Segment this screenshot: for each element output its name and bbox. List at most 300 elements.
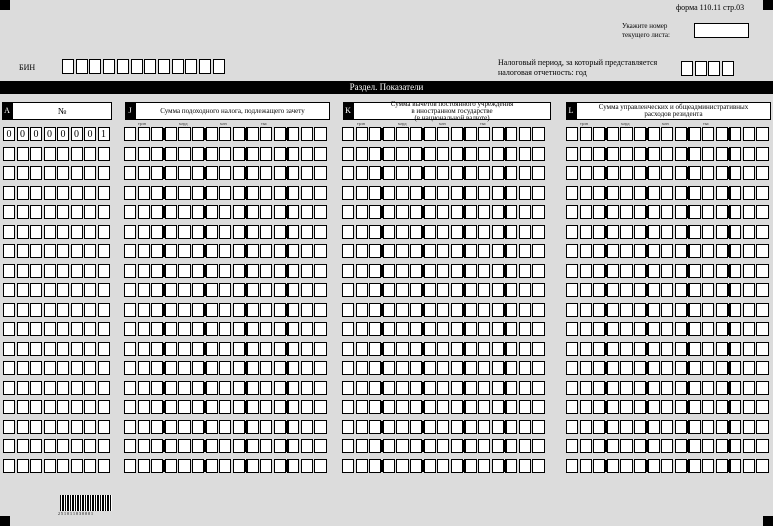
column-k-digit-cell[interactable] — [451, 400, 463, 414]
column-k-digit-cell[interactable] — [383, 127, 395, 141]
column-j-digit-cell[interactable] — [219, 225, 231, 239]
column-k-digit-cell[interactable] — [383, 361, 395, 375]
column-k-digit-cell[interactable] — [424, 186, 436, 200]
row-number-cell[interactable] — [3, 147, 15, 161]
column-k-digit-cell[interactable] — [519, 166, 531, 180]
column-l-digit-cell[interactable] — [729, 186, 741, 200]
column-k-digit-cell[interactable] — [342, 283, 354, 297]
column-k-digit-cell[interactable] — [492, 400, 504, 414]
column-j-digit-cell[interactable] — [233, 342, 245, 356]
column-l-digit-cell[interactable] — [743, 205, 755, 219]
row-number-cell[interactable] — [44, 381, 56, 395]
column-l-digit-cell[interactable] — [634, 166, 646, 180]
column-l-digit-cell[interactable] — [580, 186, 592, 200]
column-l-digit-cell[interactable] — [675, 264, 687, 278]
column-k-digit-cell[interactable] — [410, 381, 422, 395]
column-k-digit-cell[interactable] — [437, 205, 449, 219]
column-k-digit-cell[interactable] — [396, 147, 408, 161]
column-j-digit-cell[interactable] — [260, 166, 272, 180]
column-l-digit-cell[interactable] — [675, 283, 687, 297]
column-k-digit-cell[interactable] — [424, 127, 436, 141]
column-j-digit-cell[interactable] — [206, 303, 218, 317]
column-j-digit-cell[interactable] — [301, 147, 313, 161]
column-j-digit-cell[interactable] — [124, 127, 136, 141]
row-number-cell[interactable] — [57, 244, 69, 258]
column-l-digit-cell[interactable] — [620, 322, 632, 336]
column-l-digit-cell[interactable] — [593, 147, 605, 161]
row-number-cell[interactable] — [71, 147, 83, 161]
column-k-digit-cell[interactable] — [396, 205, 408, 219]
column-k-digit-cell[interactable] — [410, 400, 422, 414]
column-k-digit-cell[interactable] — [369, 361, 381, 375]
column-j-digit-cell[interactable] — [206, 342, 218, 356]
column-l-digit-cell[interactable] — [607, 244, 619, 258]
column-l-digit-cell[interactable] — [607, 322, 619, 336]
column-j-digit-cell[interactable] — [206, 381, 218, 395]
column-j-digit-cell[interactable] — [233, 205, 245, 219]
column-l-digit-cell[interactable] — [634, 225, 646, 239]
column-k-digit-cell[interactable] — [437, 303, 449, 317]
row-number-cell[interactable] — [44, 225, 56, 239]
column-k-digit-cell[interactable] — [383, 244, 395, 258]
column-j-digit-cell[interactable] — [151, 147, 163, 161]
column-j-digit-cell[interactable] — [287, 361, 299, 375]
column-l-digit-cell[interactable] — [688, 361, 700, 375]
row-number-cell[interactable] — [3, 166, 15, 180]
column-l-digit-cell[interactable] — [716, 439, 728, 453]
column-j-digit-cell[interactable] — [274, 322, 286, 336]
column-k-digit-cell[interactable] — [369, 225, 381, 239]
column-k-digit-cell[interactable] — [356, 361, 368, 375]
row-number-cell[interactable] — [44, 361, 56, 375]
column-l-digit-cell[interactable] — [688, 400, 700, 414]
column-k-digit-cell[interactable] — [464, 420, 476, 434]
column-k-digit-cell[interactable] — [342, 127, 354, 141]
row-number-cell[interactable] — [30, 381, 42, 395]
row-number-cell[interactable] — [30, 205, 42, 219]
column-j-digit-cell[interactable] — [192, 322, 204, 336]
column-k-digit-cell[interactable] — [396, 127, 408, 141]
column-l-digit-cell[interactable] — [648, 166, 660, 180]
column-k-digit-cell[interactable] — [369, 205, 381, 219]
column-l-digit-cell[interactable] — [634, 361, 646, 375]
column-l-digit-cell[interactable] — [716, 244, 728, 258]
row-number-cell[interactable] — [3, 439, 15, 453]
column-j-digit-cell[interactable] — [165, 439, 177, 453]
column-j-digit-cell[interactable] — [274, 361, 286, 375]
column-l-digit-cell[interactable] — [729, 205, 741, 219]
column-k-digit-cell[interactable] — [505, 283, 517, 297]
column-k-digit-cell[interactable] — [369, 147, 381, 161]
column-l-digit-cell[interactable] — [675, 420, 687, 434]
column-k-digit-cell[interactable] — [369, 342, 381, 356]
column-l-digit-cell[interactable] — [593, 244, 605, 258]
row-number-cell[interactable] — [3, 283, 15, 297]
column-k-digit-cell[interactable] — [519, 186, 531, 200]
column-l-digit-cell[interactable] — [634, 303, 646, 317]
column-j-digit-cell[interactable] — [314, 147, 326, 161]
column-j-digit-cell[interactable] — [138, 205, 150, 219]
row-number-cell[interactable] — [71, 225, 83, 239]
column-l-digit-cell[interactable] — [729, 303, 741, 317]
column-k-digit-cell[interactable] — [478, 147, 490, 161]
column-j-digit-cell[interactable] — [287, 147, 299, 161]
column-k-digit-cell[interactable] — [532, 381, 544, 395]
column-j-digit-cell[interactable] — [233, 439, 245, 453]
column-l-digit-cell[interactable] — [634, 459, 646, 473]
column-j-digit-cell[interactable] — [301, 342, 313, 356]
column-j-digit-cell[interactable] — [287, 166, 299, 180]
column-k-digit-cell[interactable] — [492, 361, 504, 375]
row-number-cell[interactable] — [30, 147, 42, 161]
column-k-digit-cell[interactable] — [505, 264, 517, 278]
column-j-digit-cell[interactable] — [219, 147, 231, 161]
column-j-digit-cell[interactable] — [206, 225, 218, 239]
column-j-digit-cell[interactable] — [233, 147, 245, 161]
row-number-cell[interactable] — [44, 147, 56, 161]
row-number-cell[interactable] — [98, 186, 110, 200]
column-j-digit-cell[interactable] — [151, 361, 163, 375]
column-j-digit-cell[interactable] — [287, 205, 299, 219]
column-k-digit-cell[interactable] — [342, 303, 354, 317]
row-number-cell[interactable] — [57, 283, 69, 297]
column-l-digit-cell[interactable] — [634, 400, 646, 414]
column-l-digit-cell[interactable] — [675, 303, 687, 317]
column-l-digit-cell[interactable] — [566, 439, 578, 453]
column-l-digit-cell[interactable] — [716, 420, 728, 434]
column-l-digit-cell[interactable] — [580, 303, 592, 317]
column-j-digit-cell[interactable] — [178, 303, 190, 317]
column-j-digit-cell[interactable] — [138, 147, 150, 161]
column-l-digit-cell[interactable] — [648, 459, 660, 473]
column-j-digit-cell[interactable] — [178, 147, 190, 161]
column-k-digit-cell[interactable] — [424, 166, 436, 180]
column-k-digit-cell[interactable] — [342, 244, 354, 258]
column-j-digit-cell[interactable] — [274, 303, 286, 317]
column-j-digit-cell[interactable] — [246, 420, 258, 434]
column-l-digit-cell[interactable] — [580, 166, 592, 180]
column-j-digit-cell[interactable] — [274, 342, 286, 356]
column-j-digit-cell[interactable] — [151, 127, 163, 141]
column-l-digit-cell[interactable] — [756, 147, 768, 161]
row-number-cell[interactable] — [44, 400, 56, 414]
row-number-cell[interactable] — [71, 361, 83, 375]
column-l-digit-cell[interactable] — [648, 225, 660, 239]
column-l-digit-cell[interactable] — [593, 420, 605, 434]
column-j-digit-cell[interactable] — [165, 244, 177, 258]
column-l-digit-cell[interactable] — [729, 420, 741, 434]
column-j-digit-cell[interactable] — [233, 244, 245, 258]
column-j-digit-cell[interactable] — [246, 147, 258, 161]
column-k-digit-cell[interactable] — [478, 322, 490, 336]
row-number-cell[interactable] — [57, 400, 69, 414]
column-j-digit-cell[interactable] — [165, 322, 177, 336]
column-l-digit-cell[interactable] — [688, 420, 700, 434]
column-l-digit-cell[interactable] — [593, 400, 605, 414]
column-j-digit-cell[interactable] — [314, 439, 326, 453]
column-j-digit-cell[interactable] — [192, 283, 204, 297]
column-j-digit-cell[interactable] — [138, 361, 150, 375]
column-k-digit-cell[interactable] — [492, 381, 504, 395]
column-j-digit-cell[interactable] — [314, 420, 326, 434]
column-l-digit-cell[interactable] — [634, 264, 646, 278]
column-l-digit-cell[interactable] — [661, 264, 673, 278]
column-l-digit-cell[interactable] — [688, 342, 700, 356]
column-j-digit-cell[interactable] — [206, 420, 218, 434]
column-j-digit-cell[interactable] — [233, 166, 245, 180]
column-l-digit-cell[interactable] — [634, 244, 646, 258]
column-l-digit-cell[interactable] — [620, 400, 632, 414]
column-l-digit-cell[interactable] — [648, 381, 660, 395]
column-j-digit-cell[interactable] — [219, 361, 231, 375]
column-j-digit-cell[interactable] — [260, 186, 272, 200]
column-j-digit-cell[interactable] — [233, 400, 245, 414]
column-k-digit-cell[interactable] — [451, 147, 463, 161]
column-l-digit-cell[interactable] — [661, 127, 673, 141]
row-number-cell[interactable] — [71, 459, 83, 473]
column-l-digit-cell[interactable] — [729, 322, 741, 336]
column-l-digit-cell[interactable] — [716, 400, 728, 414]
row-number-cell[interactable] — [30, 400, 42, 414]
column-k-digit-cell[interactable] — [519, 439, 531, 453]
column-l-digit-cell[interactable] — [648, 244, 660, 258]
column-k-digit-cell[interactable] — [342, 205, 354, 219]
column-j-digit-cell[interactable] — [287, 127, 299, 141]
column-l-digit-cell[interactable] — [607, 186, 619, 200]
column-j-digit-cell[interactable] — [246, 127, 258, 141]
column-k-digit-cell[interactable] — [519, 283, 531, 297]
column-l-digit-cell[interactable] — [607, 147, 619, 161]
column-j-digit-cell[interactable] — [178, 127, 190, 141]
column-k-digit-cell[interactable] — [505, 127, 517, 141]
column-j-digit-cell[interactable] — [165, 381, 177, 395]
column-k-digit-cell[interactable] — [478, 420, 490, 434]
column-j-digit-cell[interactable] — [178, 459, 190, 473]
column-j-digit-cell[interactable] — [165, 459, 177, 473]
row-number-cell[interactable] — [71, 264, 83, 278]
row-number-cell[interactable] — [17, 381, 29, 395]
row-number-cell[interactable] — [84, 166, 96, 180]
column-l-digit-cell[interactable] — [648, 420, 660, 434]
column-j-digit-cell[interactable] — [260, 244, 272, 258]
column-k-digit-cell[interactable] — [478, 400, 490, 414]
column-k-digit-cell[interactable] — [356, 459, 368, 473]
column-k-digit-cell[interactable] — [424, 283, 436, 297]
column-l-digit-cell[interactable] — [716, 322, 728, 336]
column-j-digit-cell[interactable] — [246, 342, 258, 356]
column-k-digit-cell[interactable] — [356, 166, 368, 180]
column-j-digit-cell[interactable] — [301, 420, 313, 434]
row-number-cell[interactable] — [30, 283, 42, 297]
row-number-cell[interactable] — [57, 361, 69, 375]
row-number-cell[interactable] — [17, 244, 29, 258]
column-k-digit-cell[interactable] — [342, 322, 354, 336]
column-k-digit-cell[interactable] — [342, 166, 354, 180]
column-k-digit-cell[interactable] — [342, 225, 354, 239]
column-k-digit-cell[interactable] — [505, 205, 517, 219]
column-k-digit-cell[interactable] — [505, 166, 517, 180]
column-j-digit-cell[interactable] — [314, 244, 326, 258]
column-l-digit-cell[interactable] — [648, 205, 660, 219]
row-number-cell[interactable] — [84, 439, 96, 453]
column-j-digit-cell[interactable] — [274, 205, 286, 219]
column-l-digit-cell[interactable] — [688, 303, 700, 317]
column-l-digit-cell[interactable] — [661, 186, 673, 200]
column-j-digit-cell[interactable] — [274, 264, 286, 278]
column-k-digit-cell[interactable] — [410, 127, 422, 141]
row-number-cell[interactable] — [17, 283, 29, 297]
column-l-digit-cell[interactable] — [702, 205, 714, 219]
column-l-digit-cell[interactable] — [743, 186, 755, 200]
column-k-digit-cell[interactable] — [451, 166, 463, 180]
column-j-digit-cell[interactable] — [124, 205, 136, 219]
row-number-cell[interactable] — [3, 459, 15, 473]
column-k-digit-cell[interactable] — [519, 361, 531, 375]
column-k-digit-cell[interactable] — [464, 166, 476, 180]
column-j-digit-cell[interactable] — [301, 439, 313, 453]
column-l-digit-cell[interactable] — [648, 303, 660, 317]
column-l-digit-cell[interactable] — [716, 225, 728, 239]
column-l-digit-cell[interactable] — [743, 244, 755, 258]
column-l-digit-cell[interactable] — [607, 225, 619, 239]
column-j-digit-cell[interactable] — [138, 283, 150, 297]
column-j-digit-cell[interactable] — [246, 381, 258, 395]
column-j-digit-cell[interactable] — [246, 225, 258, 239]
column-k-digit-cell[interactable] — [451, 225, 463, 239]
column-k-digit-cell[interactable] — [437, 361, 449, 375]
column-l-digit-cell[interactable] — [729, 342, 741, 356]
column-j-digit-cell[interactable] — [287, 342, 299, 356]
column-k-digit-cell[interactable] — [464, 186, 476, 200]
column-j-digit-cell[interactable] — [206, 439, 218, 453]
column-k-digit-cell[interactable] — [505, 303, 517, 317]
column-l-digit-cell[interactable] — [593, 381, 605, 395]
column-k-digit-cell[interactable] — [356, 420, 368, 434]
column-j-digit-cell[interactable] — [274, 381, 286, 395]
row-number-cell[interactable] — [84, 322, 96, 336]
column-l-digit-cell[interactable] — [620, 147, 632, 161]
row-number-cell[interactable] — [30, 342, 42, 356]
row-number-cell[interactable] — [30, 303, 42, 317]
column-l-digit-cell[interactable] — [756, 225, 768, 239]
column-k-digit-cell[interactable] — [410, 283, 422, 297]
column-k-digit-cell[interactable] — [383, 420, 395, 434]
column-j-digit-cell[interactable] — [314, 342, 326, 356]
column-j-digit-cell[interactable] — [219, 127, 231, 141]
column-j-digit-cell[interactable] — [206, 166, 218, 180]
column-l-digit-cell[interactable] — [607, 420, 619, 434]
column-l-digit-cell[interactable] — [661, 225, 673, 239]
column-k-digit-cell[interactable] — [505, 322, 517, 336]
column-k-digit-cell[interactable] — [369, 303, 381, 317]
column-k-digit-cell[interactable] — [369, 439, 381, 453]
column-l-digit-cell[interactable] — [620, 127, 632, 141]
column-j-digit-cell[interactable] — [151, 283, 163, 297]
column-j-digit-cell[interactable] — [138, 381, 150, 395]
column-k-digit-cell[interactable] — [437, 225, 449, 239]
column-j-digit-cell[interactable] — [233, 127, 245, 141]
column-k-digit-cell[interactable] — [424, 303, 436, 317]
column-l-digit-cell[interactable] — [756, 127, 768, 141]
column-j-digit-cell[interactable] — [124, 381, 136, 395]
column-l-digit-cell[interactable] — [620, 303, 632, 317]
column-k-digit-cell[interactable] — [505, 420, 517, 434]
row-number-cell[interactable] — [57, 322, 69, 336]
row-number-cell[interactable] — [44, 244, 56, 258]
bin-digit-cell[interactable] — [172, 59, 184, 74]
column-j-digit-cell[interactable] — [192, 400, 204, 414]
column-j-digit-cell[interactable] — [124, 264, 136, 278]
column-l-digit-cell[interactable] — [580, 147, 592, 161]
column-j-digit-cell[interactable] — [124, 342, 136, 356]
column-l-digit-cell[interactable] — [634, 342, 646, 356]
bin-digit-cell[interactable] — [62, 59, 74, 74]
column-k-digit-cell[interactable] — [396, 303, 408, 317]
column-j-digit-cell[interactable] — [219, 186, 231, 200]
column-j-digit-cell[interactable] — [219, 322, 231, 336]
column-k-digit-cell[interactable] — [505, 186, 517, 200]
column-j-digit-cell[interactable] — [124, 166, 136, 180]
column-l-digit-cell[interactable] — [743, 322, 755, 336]
column-k-digit-cell[interactable] — [356, 205, 368, 219]
column-k-digit-cell[interactable] — [356, 225, 368, 239]
row-number-cell[interactable] — [98, 147, 110, 161]
column-j-digit-cell[interactable] — [233, 283, 245, 297]
column-l-digit-cell[interactable] — [702, 283, 714, 297]
row-number-cell[interactable] — [3, 361, 15, 375]
column-k-digit-cell[interactable] — [478, 166, 490, 180]
column-k-digit-cell[interactable] — [451, 361, 463, 375]
row-number-cell[interactable] — [44, 420, 56, 434]
row-number-cell[interactable] — [30, 186, 42, 200]
column-l-digit-cell[interactable] — [620, 381, 632, 395]
column-j-digit-cell[interactable] — [274, 147, 286, 161]
column-l-digit-cell[interactable] — [743, 166, 755, 180]
column-l-digit-cell[interactable] — [566, 381, 578, 395]
column-k-digit-cell[interactable] — [519, 244, 531, 258]
column-k-digit-cell[interactable] — [410, 420, 422, 434]
column-l-digit-cell[interactable] — [661, 322, 673, 336]
column-j-digit-cell[interactable] — [246, 264, 258, 278]
column-j-digit-cell[interactable] — [301, 186, 313, 200]
column-j-digit-cell[interactable] — [192, 127, 204, 141]
column-l-digit-cell[interactable] — [661, 283, 673, 297]
column-l-digit-cell[interactable] — [702, 439, 714, 453]
row-number-cell[interactable] — [17, 342, 29, 356]
column-l-digit-cell[interactable] — [648, 264, 660, 278]
column-j-digit-cell[interactable] — [192, 361, 204, 375]
column-j-digit-cell[interactable] — [287, 381, 299, 395]
column-l-digit-cell[interactable] — [580, 264, 592, 278]
column-k-digit-cell[interactable] — [519, 127, 531, 141]
column-k-digit-cell[interactable] — [383, 459, 395, 473]
column-l-digit-cell[interactable] — [661, 303, 673, 317]
column-j-digit-cell[interactable] — [314, 459, 326, 473]
column-l-digit-cell[interactable] — [661, 420, 673, 434]
row-number-cell[interactable] — [98, 225, 110, 239]
column-l-digit-cell[interactable] — [688, 147, 700, 161]
column-k-digit-cell[interactable] — [410, 342, 422, 356]
column-l-digit-cell[interactable] — [675, 127, 687, 141]
column-j-digit-cell[interactable] — [151, 381, 163, 395]
column-l-digit-cell[interactable] — [593, 205, 605, 219]
column-j-digit-cell[interactable] — [192, 205, 204, 219]
column-l-digit-cell[interactable] — [702, 361, 714, 375]
column-j-digit-cell[interactable] — [206, 459, 218, 473]
column-l-digit-cell[interactable] — [688, 459, 700, 473]
column-l-digit-cell[interactable] — [566, 244, 578, 258]
column-l-digit-cell[interactable] — [634, 147, 646, 161]
